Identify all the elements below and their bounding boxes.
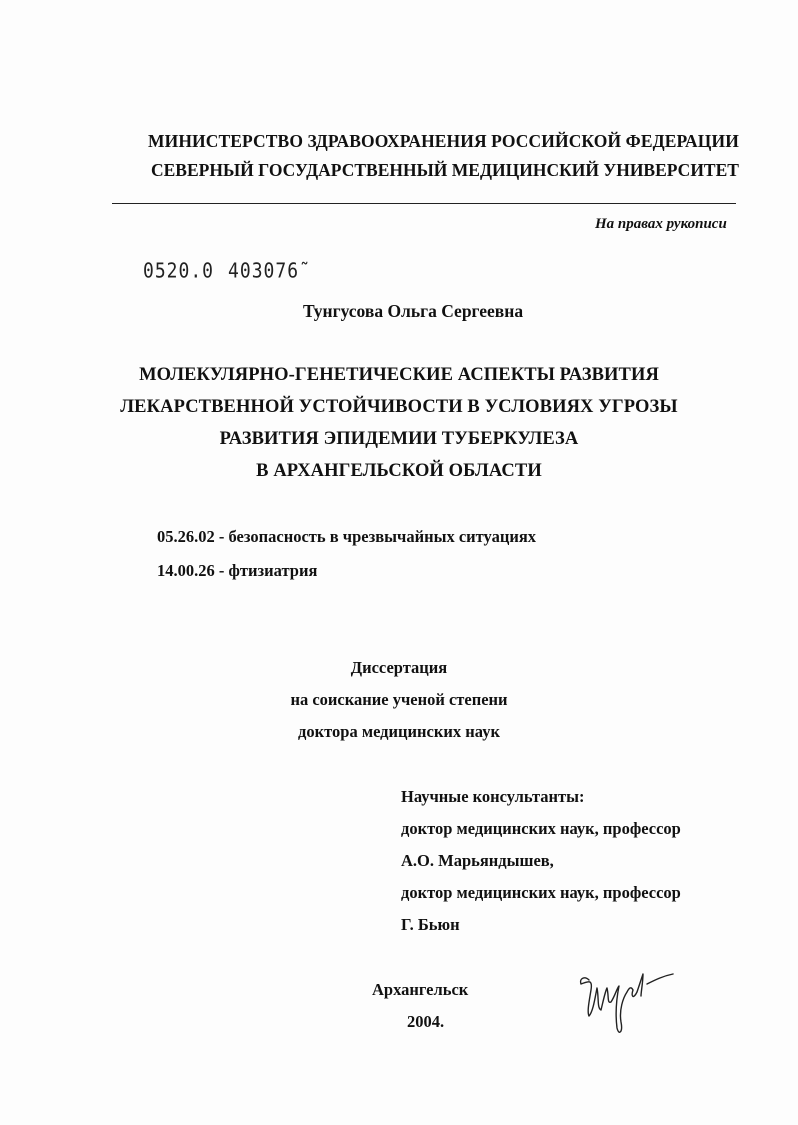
title-line-4: В АРХАНГЕЛЬСКОЙ ОБЛАСТИ	[256, 461, 542, 481]
university-heading: СЕВЕРНЫЙ ГОСУДАРСТВЕННЫЙ МЕДИЦИНСКИЙ УНИВЕРСИТЕТ	[151, 160, 739, 180]
degree-line-2: на соискание ученой степени	[290, 690, 508, 709]
author-name: Тунгусова Ольга Сергеевна	[303, 301, 524, 321]
handwritten-signature	[575, 962, 685, 1042]
consultant-2-name: Г. Бьюн	[401, 915, 460, 934]
specialty-2: 14.00.26 - фтизиатрия	[157, 561, 318, 580]
stamp-part-2: 403076	[228, 259, 300, 284]
degree-line-1: Диссертация	[350, 658, 448, 677]
specialty-1: 05.26.02 - безопасность в чрезвычайных ситуациях	[157, 527, 537, 546]
header-divider	[112, 203, 736, 204]
title-line-3: РАЗВИТИЯ ЭПИДЕМИИ ТУБЕРКУЛЕЗА	[219, 429, 579, 449]
consultant-1-name: А.О. Марьяндышев,	[401, 851, 554, 870]
consultant-1-degree: доктор медицинских наук, профессор	[401, 819, 681, 838]
degree-line-3: доктора медицинских наук	[298, 722, 500, 741]
year: 2004.	[407, 1012, 445, 1031]
library-stamp-number: 0520.0 403076˜	[143, 259, 311, 284]
title-line-2: ЛЕКАРСТВЕННОЙ УСТОЙЧИВОСТИ В УСЛОВИЯХ УГРОЗЫ	[120, 397, 678, 417]
stamp-part-1: 0520.0	[143, 259, 215, 284]
consultant-2-degree: доктор медицинских наук, профессор	[401, 883, 681, 902]
city: Архангельск	[372, 980, 469, 999]
manuscript-rights-note: На правах рукописи	[595, 216, 727, 232]
ministry-heading: МИНИСТЕРСТВО ЗДРАВООХРАНЕНИЯ РОССИЙСКОЙ ФЕДЕРАЦИИ	[148, 131, 739, 151]
title-line-1: МОЛЕКУЛЯРНО-ГЕНЕТИЧЕСКИЕ АСПЕКТЫ РАЗВИТИЯ	[139, 365, 659, 385]
consultants-heading: Научные консультанты:	[401, 787, 585, 806]
signature-stroke	[581, 974, 673, 1032]
